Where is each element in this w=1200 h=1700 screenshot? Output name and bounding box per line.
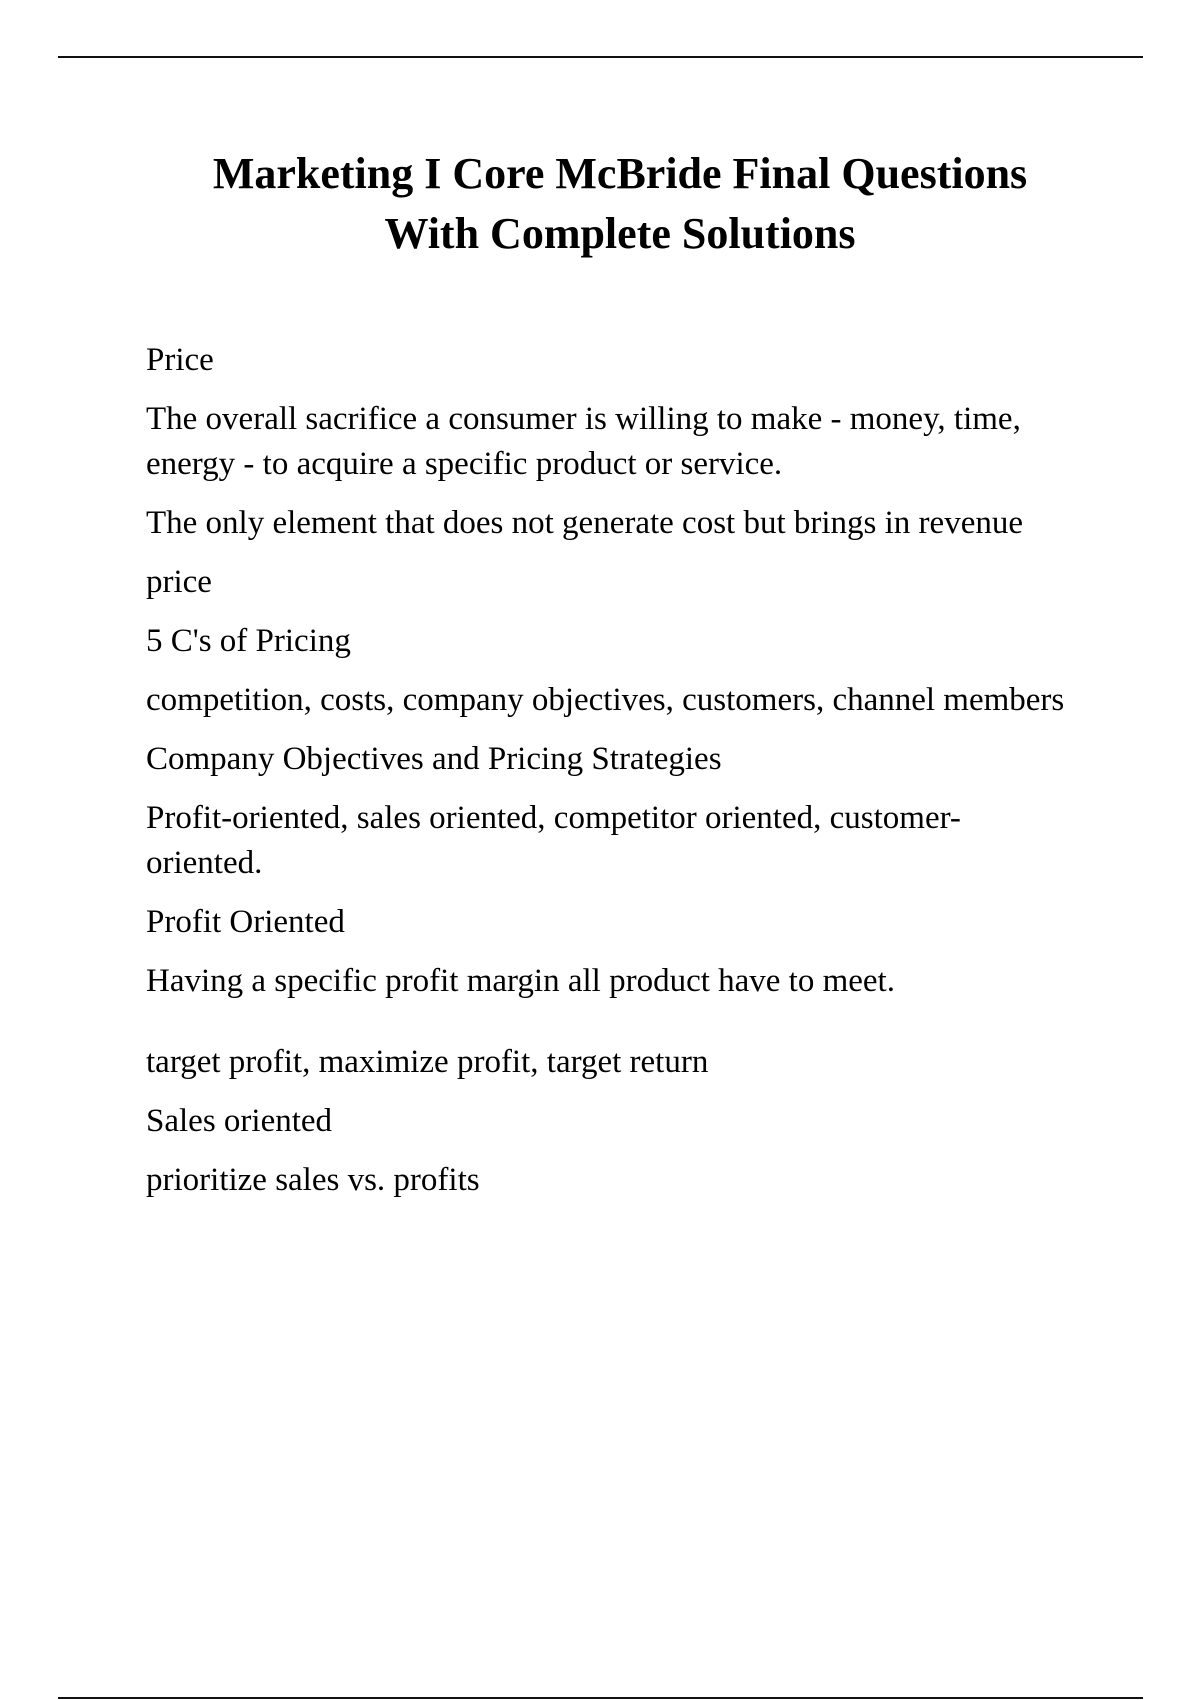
definition-profit-oriented: Having a specific profit margin all product have to meet. xyxy=(146,963,895,999)
document-title xyxy=(100,144,1140,264)
definition-5cs-of-pricing: competition, costs, company objectives, customers, channel members xyxy=(146,682,1065,718)
profit-oriented-examples: target profit, maximize profit, target return xyxy=(146,1044,709,1080)
title-line-1: Marketing I Core McBride Final Questions xyxy=(212,149,1028,198)
document-body xyxy=(146,338,1066,1217)
term-5cs-of-pricing: 5 C's of Pricing xyxy=(146,623,351,659)
question-revenue-element: The only element that does not generate cost but brings in revenue xyxy=(146,505,1023,541)
definition-price: The overall sacrifice a consumer is willing to make - money, time, energy - to acquire a specific product or service. xyxy=(146,401,1021,482)
footer-rule xyxy=(58,1697,1143,1699)
term-price: Price xyxy=(146,342,214,378)
title-line-2: With Complete Solutions xyxy=(384,209,856,258)
header-rule xyxy=(58,56,1143,58)
term-profit-oriented: Profit Oriented xyxy=(146,904,345,940)
answer-revenue-element: price xyxy=(146,564,212,600)
term-sales-oriented: Sales oriented xyxy=(146,1103,333,1139)
term-company-objectives: Company Objectives and Pricing Strategies xyxy=(146,741,722,777)
definition-sales-oriented: prioritize sales vs. profits xyxy=(146,1162,480,1198)
definition-company-objectives: Profit-oriented, sales oriented, competitor oriented, customer-oriented. xyxy=(146,800,961,881)
